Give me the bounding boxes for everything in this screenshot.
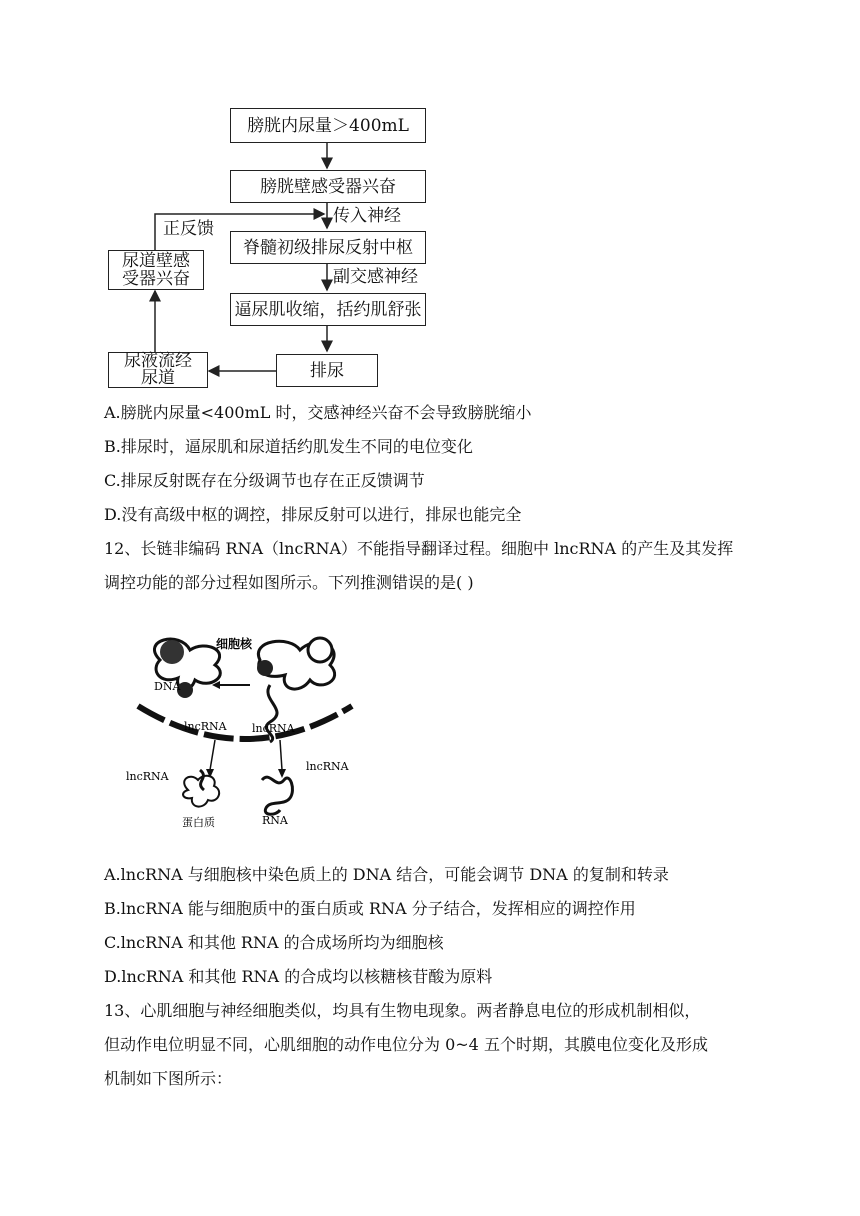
arrow-right-out-head (278, 769, 286, 778)
q12-stem-line1: 12、长链非编码 RNA（lncRNA）不能指导翻译过程。细胞中 lncRNA 的产生及其发挥 (104, 539, 734, 558)
flow-box-receptor (230, 170, 426, 203)
histone-left (160, 640, 184, 664)
label-parasympathetic: 副交感神经 (333, 267, 418, 287)
flow-box-urine-flow-line1: 尿液流经 (124, 351, 192, 371)
nuclear-envelope (138, 706, 352, 739)
flow-box-bladder-volume-text: 膀胱内尿量＞400mL (247, 115, 409, 136)
flow-box-muscle (230, 293, 426, 326)
flow-box-urine-flow (108, 352, 208, 388)
arrow-left-out (210, 740, 215, 770)
arrow-right-out (280, 740, 282, 770)
q11-option-b: B.排尿时，逼尿肌和尿道括约肌发生不同的电位变化 (104, 437, 473, 456)
label-lncrna-left: lncRNA (184, 720, 227, 733)
q11-option-d: D.没有高级中枢的调控，排尿反射可以进行，排尿也能完全 (104, 505, 522, 524)
label-rna: RNA (262, 814, 288, 827)
flow-box-urethra-receptor-line1: 尿道壁感 (122, 251, 190, 271)
q12-option-c: C.lncRNA 和其他 RNA 的合成场所均为细胞核 (104, 933, 444, 952)
q13-stem-line1: 13、心肌细胞与神经细胞类似，均具有生物电现象。两者静息电位的形成机制相似， (104, 1001, 701, 1020)
q13-stem-line2: 但动作电位明显不同，心肌细胞的动作电位分为 0~4 五个时期，其膜电位变化及形成 (104, 1035, 708, 1054)
q11-option-a: A.膀胱内尿量<400mL 时，交感神经兴奋不会导致膀胱缩小 (104, 403, 532, 422)
label-lncrna-mid: lncRNA (252, 722, 295, 735)
flow-box-urethra-receptor-line2: 受器兴奋 (122, 269, 190, 289)
flowchart-connectors (0, 0, 860, 400)
label-protein: 蛋白质 (182, 816, 215, 829)
label-afferent-nerve: 传入神经 (333, 206, 401, 226)
label-positive-feedback: 正反馈 (163, 219, 214, 239)
label-lncrna-outer-left: lncRNA (126, 770, 169, 783)
histone-right-2 (257, 660, 273, 676)
q11-option-c: C.排尿反射既存在分级调节也存在正反馈调节 (104, 471, 425, 490)
flow-box-muscle-text: 逼尿肌收缩，括约肌舒张 (234, 299, 422, 320)
flow-box-urine-flow-line2: 尿道 (141, 368, 175, 388)
flow-box-urination (276, 354, 378, 387)
flow-box-urethra-receptor (108, 250, 204, 290)
label-lncrna-outer-right: lncRNA (306, 760, 349, 773)
histone-right (308, 638, 332, 662)
q12-option-a: A.lncRNA 与细胞核中染色质上的 DNA 结合，可能会调节 DNA 的复制和转录 (104, 865, 669, 884)
flow-box-spinal-center-text: 脊髓初级排尿反射中枢 (243, 237, 413, 258)
flow-box-bladder-volume (230, 108, 426, 143)
flow-box-urination-text: 排尿 (310, 360, 344, 381)
q12-option-b: B.lncRNA 能与细胞质中的蛋白质或 RNA 分子结合，发挥相应的调控作用 (104, 899, 636, 918)
flow-box-spinal-center (230, 231, 426, 264)
q12-stem-line2: 调控功能的部分过程如图所示。下列推测错误的是( ) (104, 573, 474, 592)
lncrna-figure (120, 630, 370, 830)
label-dna: DNA (154, 680, 181, 693)
rna-squiggle (262, 777, 292, 814)
q12-option-d: D.lncRNA 和其他 RNA 的合成均以核糖核苷酸为原料 (104, 967, 493, 986)
label-nucleus: 细胞核 (216, 637, 253, 651)
q13-stem-line3: 机制如下图所示： (104, 1069, 233, 1088)
flow-box-receptor-text: 膀胱壁感受器兴奋 (260, 176, 396, 197)
